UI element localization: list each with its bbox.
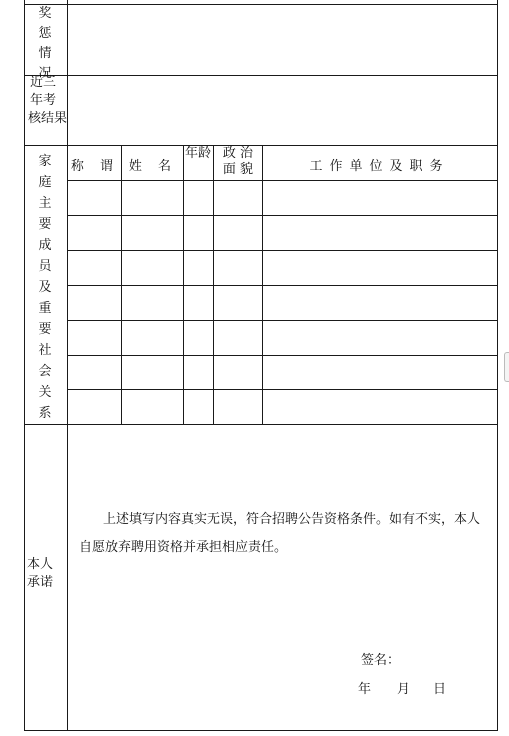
assessment-label-right: 三考 <box>43 75 57 108</box>
row-line-family-4 <box>67 320 498 321</box>
pledge-text: 上述填写内容真实无误，符合招聘公告资格条件。如有不实，本人自愿放弃聘用资格并承担相应责任。 <box>79 512 481 555</box>
row-line-family-header-bottom <box>67 180 498 181</box>
signature-label: 签名： <box>361 653 401 668</box>
row-line-assessment-bottom <box>24 145 498 146</box>
family-label: 家庭主要成员及重要社会关系 <box>38 154 52 421</box>
assessment-label-bottom: 核结果 <box>28 111 68 126</box>
family-header-name: 姓 名 <box>128 159 178 174</box>
family-header-title: 称 谓 <box>70 159 120 174</box>
row-line-family-2 <box>67 250 498 251</box>
table-border-right <box>497 0 498 731</box>
side-panel-handle[interactable] <box>504 352 509 382</box>
row-line-rewards-bottom <box>24 75 498 76</box>
family-col-divider-2 <box>183 145 184 425</box>
date-day: 日 <box>433 682 447 697</box>
row-line-family-3 <box>67 285 498 286</box>
family-col-divider-3 <box>213 145 214 425</box>
date-year: 年 <box>358 682 372 697</box>
row-line-family-1 <box>67 215 498 216</box>
assessment-label-left: 近年 <box>30 75 44 108</box>
family-header-work: 工作单位及职务 <box>309 159 450 174</box>
rewards-label: 奖惩情况 <box>38 6 52 81</box>
family-col-divider-1 <box>121 145 122 425</box>
table-border-left <box>24 0 25 731</box>
family-header-political: 政 治 面 貌 <box>222 146 254 177</box>
family-col-divider-4 <box>262 145 263 425</box>
family-header-age: 年龄 <box>185 146 212 161</box>
row-line-family-6 <box>67 389 498 390</box>
row-line-top <box>24 4 498 5</box>
row-line-bottom <box>24 730 498 731</box>
row-line-family-5 <box>67 355 498 356</box>
row-line-family-bottom <box>24 424 498 425</box>
pledge-label: 本人承诺 <box>27 557 54 590</box>
date-month: 月 <box>397 682 411 697</box>
